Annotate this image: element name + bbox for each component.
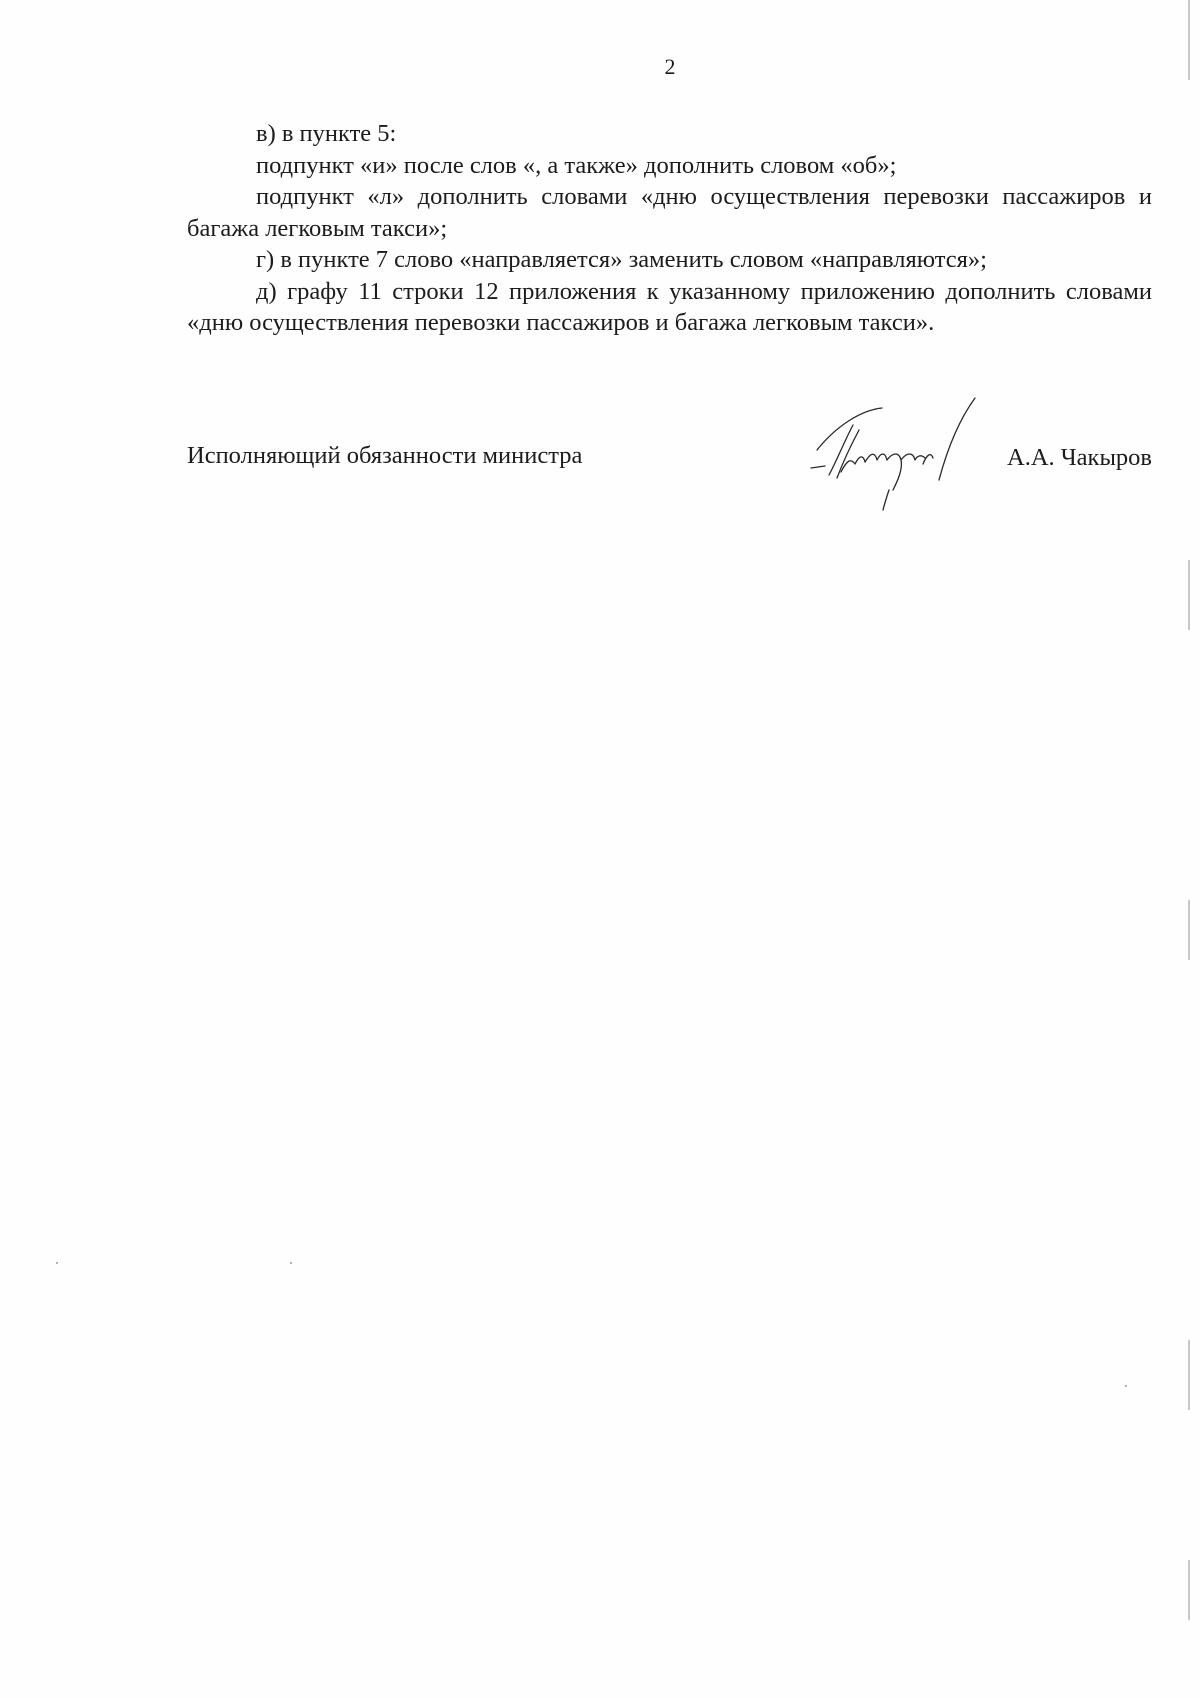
document-body: [187, 118, 1152, 339]
signatory-name: А.А. Чакыров: [1007, 444, 1152, 471]
signatory-title: Исполняющий обязанности министра: [187, 442, 583, 469]
scan-speck: [1125, 1385, 1127, 1387]
scan-edge-mark: [1188, 900, 1190, 960]
paragraph: д) графу 11 строки 12 приложения к указанному приложению дополнить словами «дню осуществления перевозки пассажиров и багажа легковым такси».: [187, 277, 1152, 336]
paragraph: в) в пункте 5:: [256, 120, 397, 147]
handwritten-signature: [807, 390, 977, 530]
page-number: 2: [664, 54, 676, 79]
scan-edge-mark: [1188, 1340, 1190, 1410]
scan-speck: [56, 1262, 58, 1264]
paragraph: г) в пункте 7 слово «направляется» заменить словом «направляются»;: [256, 246, 987, 273]
signature-block: [187, 430, 1152, 570]
paragraph: подпункт «л» дополнить словами «дню осуществления перевозки пассажиров и багажа легковым такси»;: [187, 183, 1152, 242]
scan-edge-mark: [1188, 0, 1190, 80]
paragraph: подпункт «и» после слов «, а также» дополнить словом «об»;: [256, 151, 897, 179]
scan-speck: [290, 1262, 292, 1264]
scan-edge-mark: [1188, 1560, 1190, 1620]
scan-edge-mark: [1188, 560, 1190, 630]
